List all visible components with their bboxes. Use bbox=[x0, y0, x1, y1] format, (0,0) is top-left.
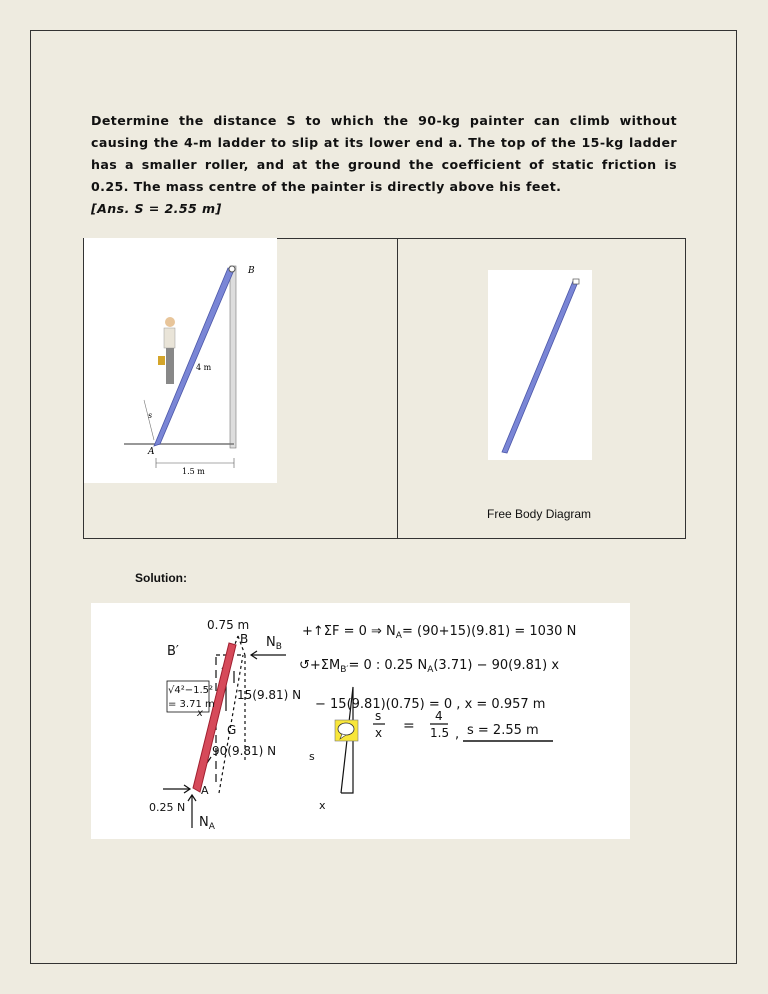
table-divider bbox=[397, 239, 398, 538]
equation-1: +↑ΣF = 0 ⇒ $N_A= (90+15)(9.81) = 1030$ N bbox=[302, 624, 577, 641]
triangle-x: x bbox=[319, 799, 326, 812]
label-length: 4 m bbox=[196, 363, 212, 372]
wall bbox=[230, 266, 236, 448]
solution-heading: Solution: bbox=[135, 571, 187, 585]
label-base: 1.5 m bbox=[182, 467, 205, 476]
fbd-roller bbox=[573, 279, 579, 284]
ladder-weight: 15(9.81) N bbox=[237, 688, 302, 702]
label-s: s bbox=[148, 411, 153, 420]
friction-label: 0.25 N bbox=[149, 801, 186, 814]
dim-075: 0.75 m bbox=[207, 618, 250, 632]
label-b: B bbox=[240, 632, 249, 646]
label-b-prime: B′ bbox=[167, 644, 179, 659]
fbd-ladder bbox=[502, 281, 578, 453]
ratio-x: x bbox=[375, 726, 383, 740]
s-dimension-line bbox=[144, 400, 154, 440]
label-na: $N_A$ bbox=[199, 815, 215, 832]
label-nb: $N_B$ bbox=[266, 635, 282, 652]
problem-answer: [Ans. S = 2.55 m] bbox=[91, 201, 222, 216]
fbd-caption: Free Body Diagram bbox=[487, 507, 592, 521]
label-g: G bbox=[227, 723, 237, 737]
label-a: A bbox=[201, 784, 209, 797]
height-expr-2: = 3.71 m bbox=[168, 699, 215, 710]
triangle-s: s bbox=[309, 750, 315, 763]
solution-image bbox=[91, 603, 630, 839]
roller bbox=[229, 266, 235, 272]
equation-2: $↺+\Sigma M_{B'}= 0$ : 0.25 $N_A(3.71) - 90(9.81)$ x bbox=[299, 658, 560, 675]
fbd-figure bbox=[488, 270, 592, 460]
painter bbox=[158, 317, 175, 384]
result: s = 2.55 m bbox=[467, 723, 539, 738]
ladder-figure bbox=[84, 238, 277, 483]
painter-weight: 90(9.81) N bbox=[212, 744, 277, 758]
problem-statement bbox=[91, 110, 677, 220]
ratio-s: s bbox=[375, 709, 382, 723]
equation-3: − 15(9.81)(0.75) = 0 , x = 0.957 m bbox=[315, 697, 546, 712]
label-x: x bbox=[197, 708, 203, 719]
problem-text: Determine the distance S to which the 90-kg painter can climb without causing the 4-m ladder to slip at its lower end a. The top of the 15-kg ladder has a smaller roller, and at the ground the coefficient of static friction is 0.25. The mass centre of the painter is directly above his feet. bbox=[91, 113, 677, 194]
ratio-15: 1.5 bbox=[430, 726, 450, 740]
height-expr-1: √4²−1.5² bbox=[168, 685, 214, 696]
svg-text:,: , bbox=[455, 727, 460, 742]
label-b: B bbox=[248, 266, 255, 276]
label-a: A bbox=[148, 447, 155, 457]
ratio-4: 4 bbox=[435, 709, 443, 723]
svg-text:=: = bbox=[403, 718, 415, 734]
